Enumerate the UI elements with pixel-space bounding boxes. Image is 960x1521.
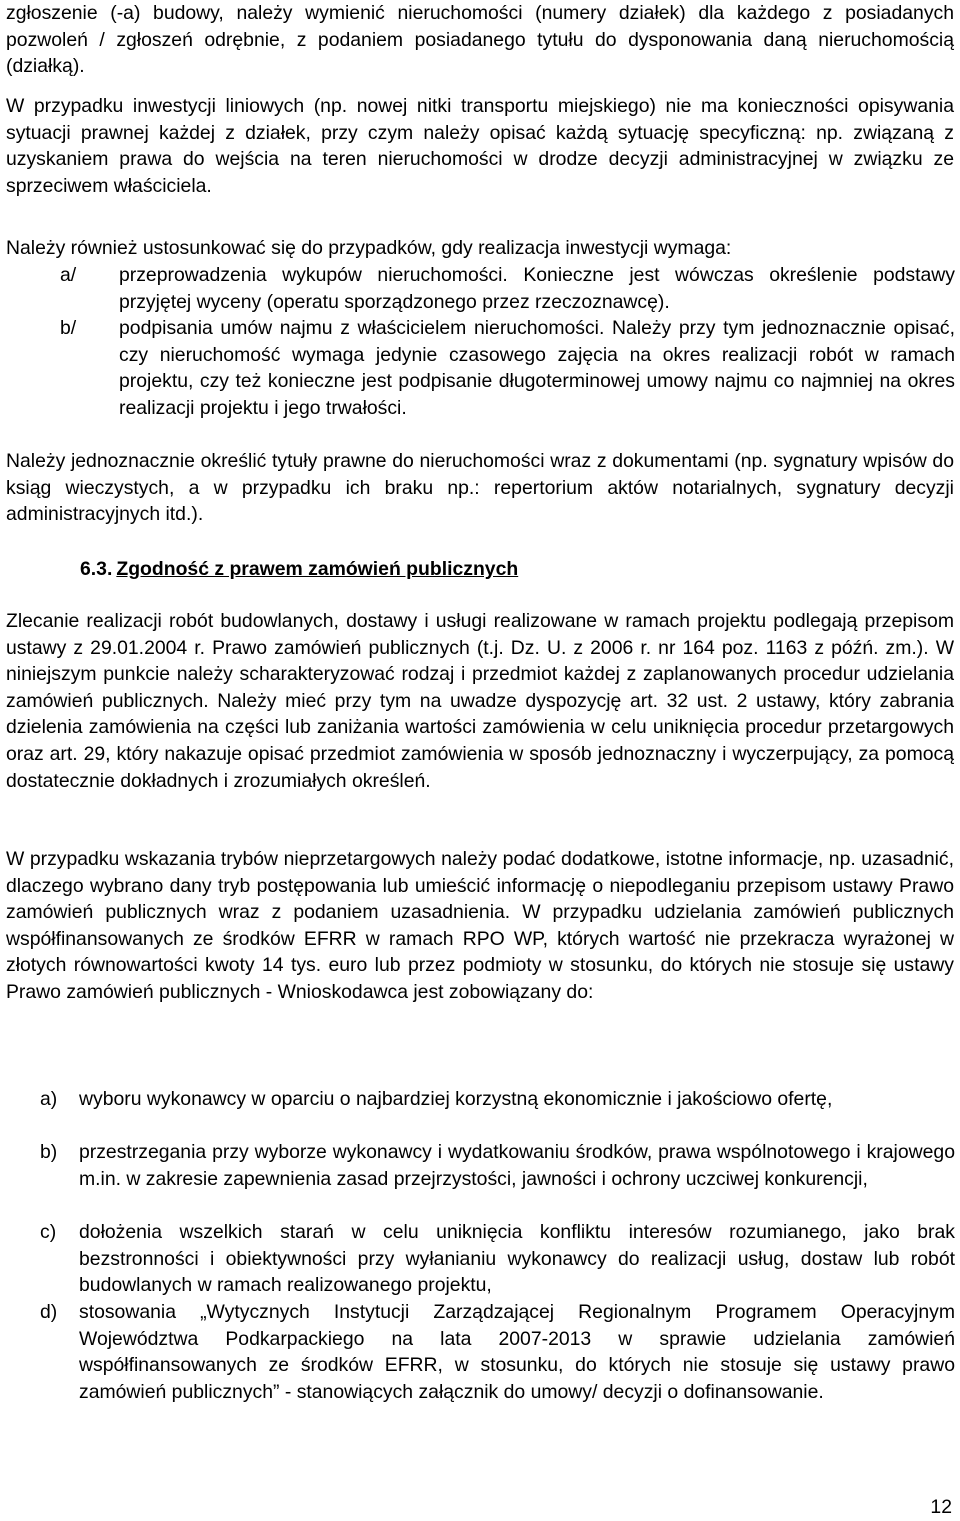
list-item-text: dołożenia wszelkich starań w celu uniknięcia konfliktu interesów rozumianego, jako brak bezstronności i obiektywności przy wyłanianiu wykonawcy do realizacji usług, dostaw lub robót budowlanych w ramach realizowanego projektu,: [79, 1221, 955, 1297]
paragraph-requirements-intro: [6, 235, 954, 262]
list-marker: b): [40, 1141, 58, 1163]
paragraph-linear-investments: [6, 93, 954, 199]
list-item-text: wyboru wykonawcy w oparciu o najbardziej korzystną ekonomicznie i jakościowo ofertę,: [79, 1088, 833, 1110]
list-item: [40, 1219, 955, 1299]
paragraph-non-tender-modes: [6, 846, 954, 1006]
paragraph-text: W przypadku inwestycji liniowych (np. nowej nitki transportu miejskiego) nie ma konieczności opisywania sytuacji prawnej każdej z działek, przy czym należy opisać każdą sytuację specyficzną: np. związaną z uzyskaniem prawa do wejścia na teren nieruchomości w drodze decyzji administracyjnej w związku ze sprzeciwem właściciela.: [6, 95, 954, 197]
list-item: [60, 315, 955, 421]
paragraph-land-listing: [6, 0, 954, 80]
paragraph-legal-titles: [6, 448, 954, 528]
list-marker: d): [40, 1301, 58, 1323]
list-item-text: przeprowadzenia wykupów nieruchomości. Konieczne jest wówczas określenie podstawy przyjętej wyceny (operatu sporządzonego przez rzeczoznawcę).: [119, 264, 955, 313]
list-marker: a/: [60, 264, 77, 286]
list-item: [60, 262, 955, 315]
paragraph-text: zgłoszenie (-a) budowy, należy wymienić nieruchomości (numery działek) dla każdego z posiadanych pozwoleń / zgłoszeń odrębnie, z podaniem posiadanego tytułu do dysponowania daną nieruchomością (działką).: [6, 2, 954, 78]
section-title: Zgodność z prawem zamówień publicznych: [116, 558, 519, 580]
list-item: [40, 1299, 955, 1405]
list-item-text: podpisania umów najmu z właścicielem nieruchomości. Należy przy tym jednoznacznie opisać, czy nieruchomość wymaga jedynie czasowego zajęcia na okres realizacji robót w ramach projektu, czy też konieczne jest podpisanie długoterminowej umowy najmu co najmniej na okres realizacji projektu i jego trwałości.: [119, 317, 955, 419]
paragraph-text: Należy również ustosunkować się do przypadków, gdy realizacja inwestycji wymaga:: [6, 237, 732, 259]
paragraph-text: Należy jednoznacznie określić tytuły prawne do nieruchomości wraz z dokumentami (np. sygnatury wpisów do ksiąg wieczystych, a w przypadku ich braku np.: repertorium aktów notarialnych, sygnatury decyzji administracyjnych itd.).: [6, 450, 954, 526]
list-marker: b/: [60, 317, 77, 339]
section-heading: [80, 556, 518, 583]
paragraph-text: Zlecanie realizacji robót budowlanych, dostawy i usługi realizowane w ramach projektu podlegają przepisom ustawy z 29.01.2004 r. Prawo zamówień publicznych (t.j. Dz. U. z 2006 r. nr 164 poz. 1163 z późń. zm.). W niniejszym punkcie należy scharakteryzować rodzaj i przedmiot każdej z zaplanowanych procedur udzielania zamówień publicznych. Należy mieć przy tym na uwadze dyspozycję art. 32 ust. 2 ustawy, który zabrania dzielenia zamówienia na części lub zaniżania wartości zamówienia w celu uniknięcia procedur przetargowych oraz art. 29, który nakazuje opisać przedmiot zamówienia w sposób jednoznaczny i wyczerpujący, za pomocą dostatecznie dokładnych i zrozumiałych określeń.: [6, 610, 954, 792]
list-item-text: stosowania „Wytycznych Instytucji Zarządzającej Regionalnym Programem Operacyjnym Województwa Podkarpackiego na lata 2007-2013 w sprawie udzielania zamówień współfinansowanych ze środków EFRR, w stosunku, do których nie stosuje się ustawy prawo zamówień publicznych” - stanowiących załącznik do umowy/ decyzji o dofinansowanie.: [79, 1301, 955, 1403]
list-item: [40, 1086, 955, 1113]
paragraph-text: W przypadku wskazania trybów nieprzetargowych należy podać dodatkowe, istotne informacje, np. uzasadnić, dlaczego wybrano dany tryb postępowania lub umieścić informację o niepodleganiu przepisom ustawy Prawo zamówień publicznych wraz z podaniem uzasadnienia. W przypadku udzielania zamówień publicznych współfinansowanych ze środków EFRR w ramach RPO WP, których wartość nie przekracza wyrażonej w złotych równowartości kwoty 14 tys. euro lub przez podmioty w stosunku, do których nie stosuje się ustawy Prawo zamówień publicznych - Wnioskodawca jest zobowiązany do:: [6, 848, 954, 1003]
paragraph-public-procurement: [6, 608, 954, 794]
list-item: [40, 1139, 955, 1192]
list-marker: c): [40, 1221, 57, 1243]
list-item-text: przestrzegania przy wyborze wykonawcy i wydatkowaniu środków, prawa wspólnotowego i krajowego m.in. w zakresie zapewnienia zasad przejrzystości, jawności i ochrony uczciwej konkurencji,: [79, 1141, 955, 1190]
section-number: 6.3.: [80, 558, 113, 580]
page-number: 12: [930, 1496, 952, 1518]
list-marker: a): [40, 1088, 58, 1110]
